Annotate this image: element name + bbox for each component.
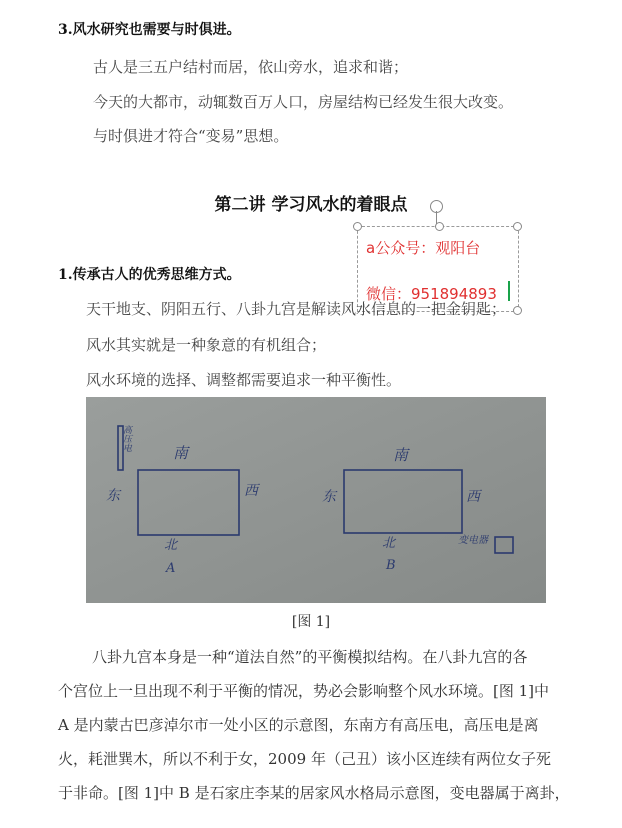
figure-caption: [图 1] <box>291 614 331 630</box>
sketch-a-label: A <box>166 561 176 576</box>
sketch-a-east: 东 <box>106 488 120 504</box>
sketch-a-pole-label: 高压电 <box>121 425 131 452</box>
overlay-line-1: a公众号：观阳台 <box>366 239 481 257</box>
text-cursor <box>508 281 510 301</box>
section1-heading: 1.传承古人的优秀思维方式。 <box>58 267 241 283</box>
section3-heading: 3.风水研究也需要与时俱进。 <box>58 22 241 38</box>
sketch-b-east: 东 <box>322 489 336 505</box>
section3-line-1: 古人是三五户结村而居，依山旁水，追求和谐； <box>93 58 409 76</box>
body-paragraph <box>58 640 570 810</box>
sketch-b-west: 西 <box>466 489 480 505</box>
section3-line-3: 与时俱进才符合“变易”思想。 <box>93 127 289 145</box>
section1-line-2: 风水其实就是一种象意的有机组合； <box>86 336 327 354</box>
resize-handle-top-right[interactable] <box>513 222 522 231</box>
sketch-b-box-label: 变电器 <box>458 535 488 546</box>
resize-handle-bottom-right[interactable] <box>513 306 522 315</box>
section1-line-1: 天干地支、阴阳五行、八卦九宫是解读风水信息的一把金钥匙； <box>86 300 507 318</box>
figure-sketch <box>86 397 546 603</box>
section1-line-3: 风水环境的选择、调整都需要追求一种平衡性。 <box>86 371 402 389</box>
paragraph-line-2: 个宫位上一旦出现不利于平衡的情况，势必会影响整个风水环境。[图 1]中 <box>58 682 550 700</box>
section3-line-2: 今天的大都市，动辄数百万人口，房屋结构已经发生很大改变。 <box>93 93 514 111</box>
overlay-line-2: 微信：951894893 <box>366 285 497 303</box>
sketch-b-north: 南 <box>393 446 409 464</box>
sketch-b-label: B <box>386 558 396 573</box>
paragraph-line-1: 八卦九宫本身是一种“道法自然”的平衡模拟结构。在八卦九宫的各 <box>92 648 528 666</box>
sketch-a-south: 北 <box>164 538 178 553</box>
paragraph-line-3: A 是内蒙古巴彦淖尔市一处小区的示意图，东南方有高压电，高压电是离 <box>58 716 539 734</box>
lecture-title: 第二讲 学习风水的着眼点 <box>214 195 408 215</box>
resize-handle-top[interactable] <box>435 222 444 231</box>
paragraph-line-4: 火，耗泄巽木，所以不利于女，2009 年（己丑）该小区连续有两位女子死 <box>58 750 551 768</box>
figure-photo <box>86 397 546 603</box>
sketch-a-west: 西 <box>244 483 258 499</box>
sketch-a-north: 南 <box>173 444 189 462</box>
sketch-b-south: 北 <box>382 536 396 551</box>
paragraph-line-5: 于非命。[图 1]中 B 是石家庄李某的居家风水格局示意图，变电器属于离卦， <box>58 784 570 802</box>
resize-handle-top-left[interactable] <box>353 222 362 231</box>
